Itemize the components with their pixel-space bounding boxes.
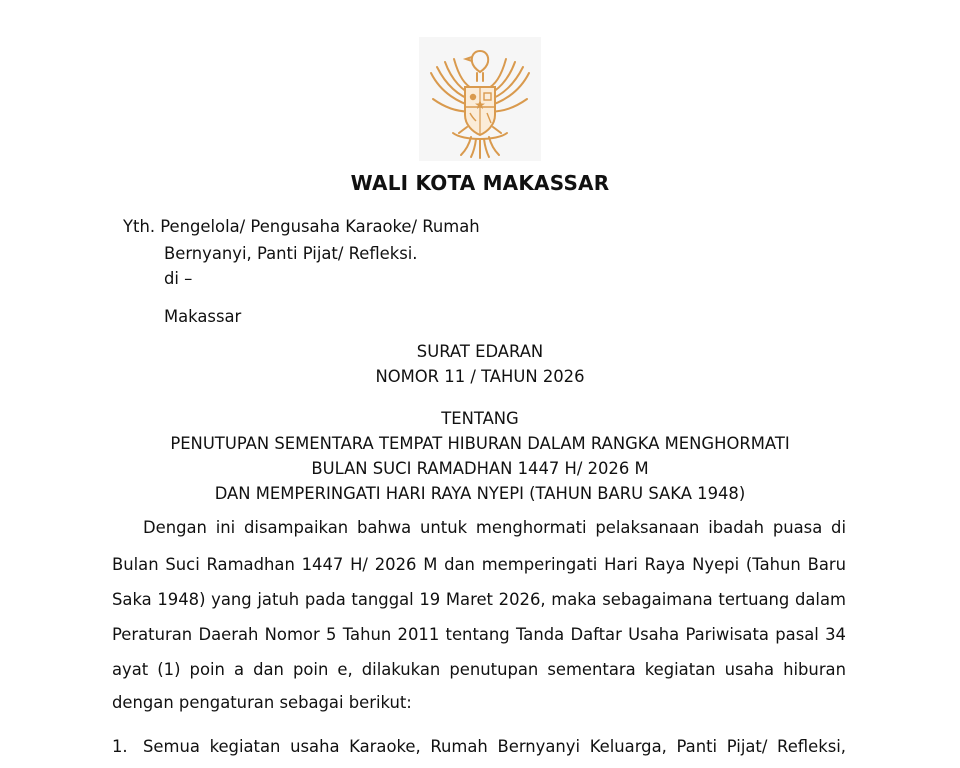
address-line-1: Yth. Pengelola/ Pengusaha Karaoke/ Rumah xyxy=(123,217,480,236)
address-line-2: Bernyanyi, Panti Pijat/ Refleksi. xyxy=(164,244,418,263)
document-number: NOMOR 11 / TAHUN 2026 xyxy=(375,367,585,386)
document-type: SURAT EDARAN xyxy=(416,342,544,361)
garuda-emblem xyxy=(419,37,541,161)
paragraph-line: ayat (1) poin a dan poin e, dilakukan penutupan sementara kegiatan usaha hiburan xyxy=(112,660,846,679)
paragraph-line: dengan pengaturan sebagai berikut: xyxy=(112,693,412,712)
list-item-number: 1. xyxy=(112,737,128,756)
subject-line: BULAN SUCI RAMADHAN 1447 H/ 2026 M xyxy=(311,459,649,478)
paragraph-line: Saka 1948) yang jatuh pada tanggal 19 Maret 2026, maka sebagaimana tertuang dalam xyxy=(112,590,846,609)
paragraph-line: Dengan ini disampaikan bahwa untuk menghormati pelaksanaan ibadah puasa di xyxy=(143,518,846,537)
list-item: Semua kegiatan usaha Karaoke, Rumah Bernyanyi Keluarga, Panti Pijat/ Refleksi, xyxy=(143,737,846,756)
about-label: TENTANG xyxy=(441,409,519,428)
paragraph-line: Peraturan Daerah Nomor 5 Tahun 2011 tentang Tanda Daftar Usaha Pariwisata pasal 34 xyxy=(112,625,846,644)
subject-line: PENUTUPAN SEMENTARA TEMPAT HIBURAN DALAM RANGKA MENGHORMATI xyxy=(170,434,790,453)
subject-line: DAN MEMPERINGATI HARI RAYA NYEPI (TAHUN BARU SAKA 1948) xyxy=(214,484,746,503)
page-title: WALI KOTA MAKASSAR xyxy=(350,171,610,195)
address-line-3: di – xyxy=(164,269,193,288)
paragraph-line: Bulan Suci Ramadhan 1447 H/ 2026 M dan memperingati Hari Raya Nyepi (Tahun Baru xyxy=(112,555,846,574)
address-city: Makassar xyxy=(164,307,242,326)
